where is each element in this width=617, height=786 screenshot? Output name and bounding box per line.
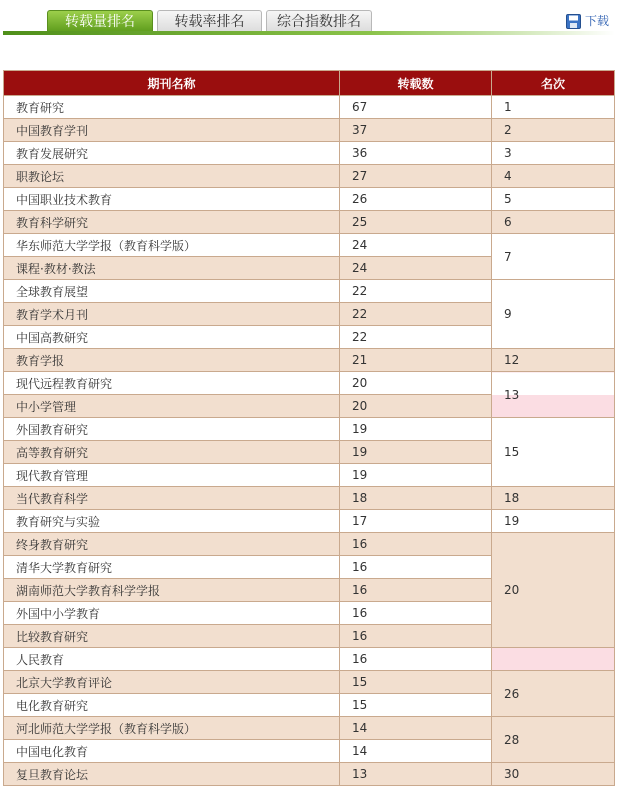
reprint-count: 67 [340, 96, 492, 119]
rank: 5 [492, 188, 615, 211]
tab-reprint-count-ranking[interactable]: 转载量排名 [47, 10, 153, 32]
table-row [4, 142, 615, 165]
reprint-count: 16 [340, 556, 492, 579]
journal-name: 湖南师范大学教育科学学报 [4, 579, 340, 602]
journal-name: 现代远程教育研究 [4, 372, 340, 395]
rank [492, 648, 615, 671]
journal-name: 华东师范大学学报（教育科学版） [4, 234, 340, 257]
reprint-count: 22 [340, 326, 492, 349]
journal-name: 教育研究 [4, 96, 340, 119]
journal-name: 外国教育研究 [4, 418, 340, 441]
table-row [4, 280, 615, 303]
reprint-count: 16 [340, 602, 492, 625]
journal-name: 课程·教材·教法 [4, 257, 340, 280]
journal-name: 河北师范大学学报（教育科学版） [4, 717, 340, 740]
rank: 6 [492, 211, 615, 234]
table-row [4, 349, 615, 372]
journal-name: 中国电化教育 [4, 740, 340, 763]
reprint-count: 26 [340, 188, 492, 211]
rank: 13 [492, 372, 615, 418]
reprint-count: 16 [340, 579, 492, 602]
ranking-table [3, 70, 615, 786]
rank: 2 [492, 119, 615, 142]
table-row [4, 119, 615, 142]
reprint-count: 15 [340, 671, 492, 694]
table-row [4, 96, 615, 119]
journal-name: 中国高教研究 [4, 326, 340, 349]
journal-name: 比较教育研究 [4, 625, 340, 648]
table-row [4, 533, 615, 556]
reprint-count: 20 [340, 395, 492, 418]
table-row [4, 648, 615, 671]
rank: 19 [492, 510, 615, 533]
journal-name: 中小学管理 [4, 395, 340, 418]
rank: 15 [492, 418, 615, 487]
reprint-count: 21 [340, 349, 492, 372]
rank: 7 [492, 234, 615, 280]
journal-name: 电化教育研究 [4, 694, 340, 717]
reprint-count: 20 [340, 372, 492, 395]
rank: 30 [492, 763, 615, 786]
rank: 28 [492, 717, 615, 763]
rank: 12 [492, 349, 615, 372]
journal-name: 中国职业技术教育 [4, 188, 340, 211]
header-journal-name: 期刊名称 [4, 71, 340, 96]
reprint-count: 18 [340, 487, 492, 510]
journal-name: 教育研究与实验 [4, 510, 340, 533]
table-row [4, 372, 615, 395]
journal-name: 教育科学研究 [4, 211, 340, 234]
reprint-count: 22 [340, 303, 492, 326]
reprint-count: 13 [340, 763, 492, 786]
journal-name: 当代教育科学 [4, 487, 340, 510]
table-row [4, 671, 615, 694]
journal-name: 终身教育研究 [4, 533, 340, 556]
reprint-count: 36 [340, 142, 492, 165]
table-header-row [4, 71, 615, 96]
journal-name: 复旦教育论坛 [4, 763, 340, 786]
rank: 3 [492, 142, 615, 165]
table-row [4, 211, 615, 234]
journal-name: 全球教育展望 [4, 280, 340, 303]
table-row [4, 234, 615, 257]
journal-name: 中国教育学刊 [4, 119, 340, 142]
table-row [4, 418, 615, 441]
journal-name: 教育发展研究 [4, 142, 340, 165]
reprint-count: 37 [340, 119, 492, 142]
header-reprint-count: 转载数 [340, 71, 492, 96]
journal-name: 清华大学教育研究 [4, 556, 340, 579]
reprint-count: 19 [340, 441, 492, 464]
journal-name: 职教论坛 [4, 165, 340, 188]
reprint-count: 24 [340, 234, 492, 257]
reprint-count: 16 [340, 533, 492, 556]
table-row [4, 763, 615, 786]
reprint-count: 14 [340, 740, 492, 763]
reprint-count: 17 [340, 510, 492, 533]
journal-name: 高等教育研究 [4, 441, 340, 464]
header-rank: 名次 [492, 71, 615, 96]
rank: 26 [492, 671, 615, 717]
journal-name: 现代教育管理 [4, 464, 340, 487]
reprint-count: 27 [340, 165, 492, 188]
journal-name: 人民教育 [4, 648, 340, 671]
rank: 18 [492, 487, 615, 510]
table-row [4, 717, 615, 740]
reprint-count: 25 [340, 211, 492, 234]
reprint-count: 16 [340, 625, 492, 648]
table-row [4, 487, 615, 510]
journal-name: 外国中小学教育 [4, 602, 340, 625]
rank: 1 [492, 96, 615, 119]
rank: 4 [492, 165, 615, 188]
download-button[interactable] [566, 12, 609, 30]
reprint-count: 16 [340, 648, 492, 671]
tab-underline [3, 31, 615, 35]
rank: 20 [492, 533, 615, 648]
tab-reprint-rate-ranking[interactable]: 转载率排名 [157, 10, 262, 32]
reprint-count: 14 [340, 717, 492, 740]
reprint-count: 19 [340, 464, 492, 487]
table-row [4, 165, 615, 188]
reprint-count: 15 [340, 694, 492, 717]
reprint-count: 19 [340, 418, 492, 441]
download-label: 下载 [584, 14, 609, 28]
journal-name: 教育学术月刊 [4, 303, 340, 326]
tab-composite-index-ranking[interactable]: 综合指数排名 [266, 10, 372, 32]
reprint-count: 24 [340, 257, 492, 280]
journal-name: 北京大学教育评论 [4, 671, 340, 694]
reprint-count: 22 [340, 280, 492, 303]
rank: 9 [492, 280, 615, 349]
save-icon [566, 14, 581, 29]
table-row [4, 510, 615, 533]
journal-name: 教育学报 [4, 349, 340, 372]
table-row [4, 188, 615, 211]
